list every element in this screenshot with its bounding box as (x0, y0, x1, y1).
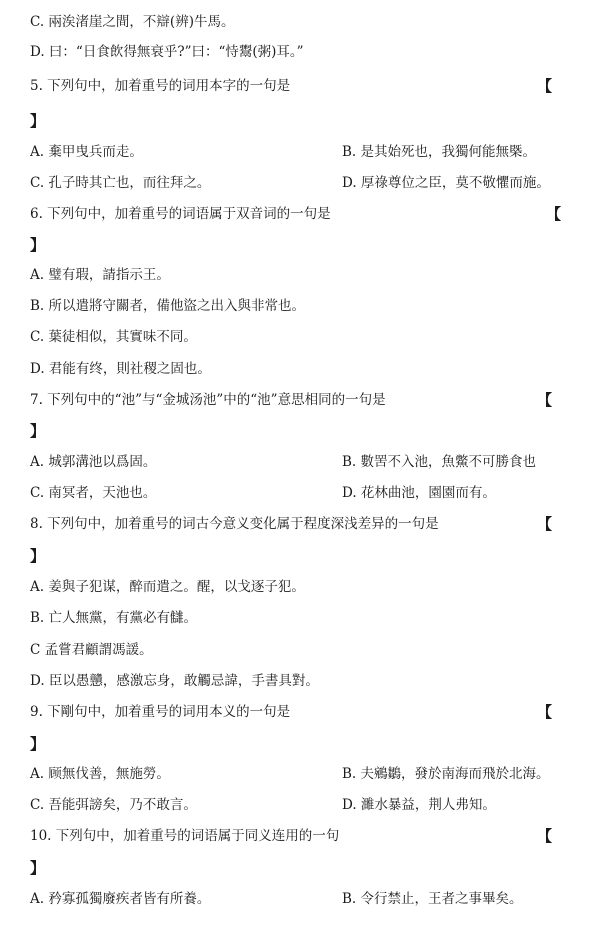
answer-bracket-open: 【 (537, 391, 553, 409)
option-a: A. 城郭溝池以爲固。 (30, 454, 157, 470)
option-b: B. 夫鵷鶵，發於南海而飛於北海。 (342, 766, 550, 782)
answer-bracket-close: 】 (30, 547, 46, 565)
question-6: 6. 下列句中，加着重号的词语属于双音词的一句是 (30, 206, 331, 222)
question-7: 7. 下列句中的“池”与“金城汤池”中的“池”意思相同的一句是 (30, 392, 386, 408)
option-d: D. 君能有终，則社稷之固也。 (30, 361, 211, 377)
answer-bracket-close: 】 (30, 859, 46, 877)
option-line: D. 曰：“日食飲得無衰乎?”曰：“恃鬻(粥)耳。” (30, 44, 304, 60)
answer-bracket-close: 】 (30, 236, 46, 254)
answer-bracket-open: 【 (537, 703, 553, 721)
answer-bracket-open: 【 (537, 515, 553, 533)
answer-bracket-open: 【 (537, 827, 553, 845)
option-d: D. 厚祿尊位之臣，莫不敬懼而施。 (342, 175, 550, 191)
option-c: C. 孔子時其亡也，而往拜之。 (30, 175, 211, 191)
option-c: C. 吾能弭謗矣，乃不敢言。 (30, 797, 197, 813)
option-d: D. 花林曲池，園園而有。 (342, 485, 496, 501)
option-a: A. 顾無伐善，無施勞。 (30, 766, 170, 782)
question-10: 10. 下列句中，加着重号的词语属于同义连用的一句 (30, 828, 340, 844)
option-a: A. 璧有瑕，請指示王。 (30, 267, 170, 283)
answer-bracket-open: 【 (546, 205, 562, 223)
answer-bracket-close: 】 (30, 735, 46, 753)
option-b: B. 所以遣將守關者，備他盜之出入與非常也。 (30, 298, 306, 314)
option-c: C 孟嘗君顧謂馮諼。 (30, 642, 153, 658)
option-a: A. 姜與子犯谋，醉而遣之。醒，以戈逐子犯。 (30, 579, 305, 595)
answer-bracket-close: 】 (30, 112, 46, 130)
option-c: C. 南冥者，天池也。 (30, 485, 157, 501)
option-b: B. 是其始死也，我獨何能無槩。 (342, 144, 537, 160)
option-a: A. 矜寡孤獨廢疾者皆有所養。 (30, 891, 211, 907)
option-d: D. 臣以愚戇，感激忘身，敢觸忌諱，手書具對。 (30, 673, 319, 689)
option-a: A. 棄甲曳兵而走。 (30, 144, 143, 160)
option-b: B. 數罟不入池，魚鱉不可勝食也 (342, 454, 537, 470)
question-9: 9. 下剛句中，加着重号的词用本义的一句是 (30, 704, 291, 720)
option-d: D. 濉水暴益，荆人弗知。 (342, 797, 496, 813)
option-line: C. 兩涘渚崖之間，不辯(辨)牛馬。 (30, 14, 235, 30)
answer-bracket-open: 【 (537, 77, 553, 95)
question-5: 5. 下列句中，加着重号的词用本字的一句是 (30, 78, 291, 94)
option-b: B. 亡人無黨，有黨必有讎。 (30, 610, 198, 626)
option-b: B. 令行禁止，王者之事畢矣。 (342, 891, 523, 907)
option-c: C. 葉徒相似，其實味不同。 (30, 329, 197, 345)
answer-bracket-close: 】 (30, 422, 46, 440)
question-8: 8. 下列句中，加着重号的词古今意义变化属于程度深浅差异的一句是 (30, 516, 439, 532)
